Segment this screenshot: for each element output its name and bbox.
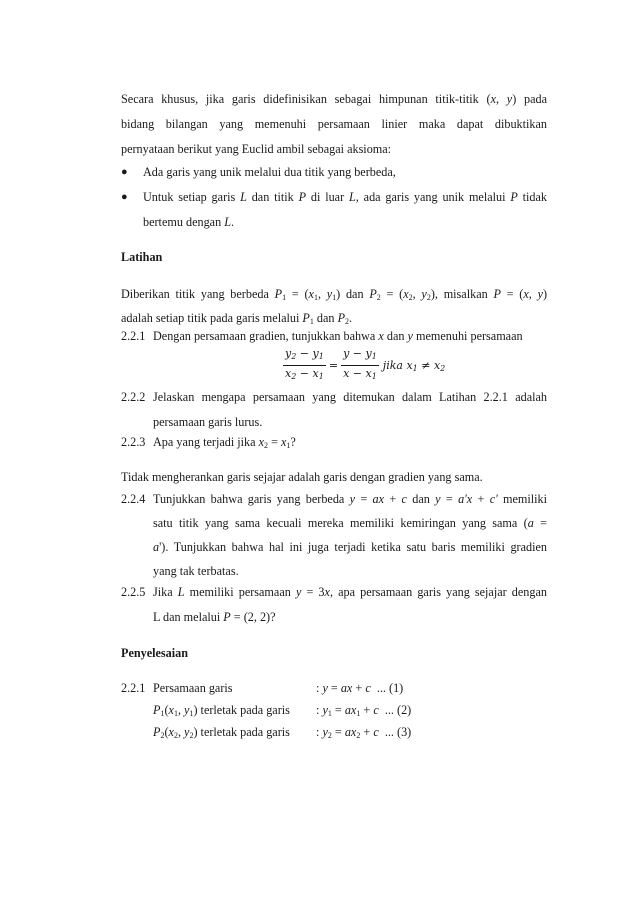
para1-line3: pernyataan berikut yang Euclid ambil sebagai aksioma: <box>121 142 392 156</box>
question-text-line1: Tunjukkan bahwa garis yang berbeda y = ax + c dan y = a'x + c' memiliki <box>153 492 548 506</box>
question-text-line2: persamaan garis lurus. <box>153 415 263 429</box>
solution-row2-equation: : $y_1 = ax_1 + c$ ... (2) <box>316 703 412 718</box>
latihan-intro-line1: Diberikan titik yang berbeda $P_1 = (x_1$, $y_1$) dan $P_2 = (x_2$, $y_2$), misalkan P = (x, y) <box>121 287 548 302</box>
fraction-left <box>283 346 326 385</box>
latihan-heading: Latihan <box>121 250 163 264</box>
question-number: 2.2.3 <box>121 435 146 449</box>
bullet-icon: ● <box>121 166 128 178</box>
fraction-left-denominator: $x_2 - x_1$ <box>285 367 324 381</box>
penyelesaian-heading: Penyelesaian <box>121 646 189 660</box>
question-text-line2: satu titik yang sama kecuali mereka memiliki kemiringan yang sama (a = <box>153 516 548 530</box>
gradient-equation <box>283 346 445 382</box>
fraction-right <box>341 346 379 385</box>
question-number: 2.2.2 <box>121 390 146 404</box>
latihan-intro-line2: adalah setiap titik pada garis melalui $P_1$ dan $P_2$. <box>121 311 353 326</box>
question-text-line4: yang tak terbatas. <box>153 564 239 578</box>
para1-line2: bidang bilangan yang memenuhi persamaan linier maka dapat dibuktikan <box>121 117 547 131</box>
bullet-text: Ada garis yang unik melalui dua titik yang berbeda, <box>143 165 396 179</box>
question-number: 2.2.1 <box>121 329 146 343</box>
question-number: 2.2.5 <box>121 585 146 599</box>
fraction-left-numerator: $y_2 - y_1$ <box>283 346 326 366</box>
equals-sign: = <box>328 359 339 372</box>
question-text-line1: Jika L memiliki persamaan y = 3x, apa persamaan garis yang sejajar dengan <box>153 585 547 599</box>
equation-condition: jika $x_1 \ne x_2$ <box>382 358 446 373</box>
question-text-line3: a'). Tunjukkan bahwa hal ini juga terjadi ketika satu baris memiliki gradien <box>153 540 547 554</box>
question-text-line1: Jelaskan mengapa persamaan yang ditemukan dalam Latihan 2.2.1 adalah <box>153 390 547 404</box>
question-text-line2: L dan melalui P = (2, 2)? <box>153 610 276 624</box>
para1-line1: Secara khusus, jika garis didefinisikan sebagai himpunan titik-titik (x, y) pada <box>121 92 548 106</box>
solution-row1-equation: : y = ax + c ... (1) <box>316 681 404 695</box>
solution-row1-label: Persamaan garis <box>153 681 233 695</box>
solution-row3-label: $P_2(x_2$, $y_2$) terletak pada garis <box>153 725 290 740</box>
bullet-text-line1: Untuk setiap garis L dan titik P di luar L, ada garis yang unik melalui P tidak <box>143 190 547 204</box>
solution-number: 2.2.1 <box>121 681 146 695</box>
question-text: Dengan persamaan gradien, tunjukkan bahwa x dan y memenuhi persamaan <box>153 329 523 343</box>
solution-row2-label: $P_1(x_1$, $y_1$) terletak pada garis <box>153 703 290 718</box>
question-number: 2.2.4 <box>121 492 146 506</box>
fraction-right-denominator: $x - x_1$ <box>343 367 377 381</box>
fraction-right-numerator: $y - y_1$ <box>341 346 379 366</box>
para2: Tidak mengherankan garis sejajar adalah garis dengan gradien yang sama. <box>121 470 483 484</box>
bullet-icon: ● <box>121 191 128 203</box>
solution-row3-equation: : $y_2 = ax_2 + c$ ... (3) <box>316 725 412 740</box>
bullet-text-line2: bertemu dengan L. <box>143 215 235 229</box>
question-text: Apa yang terjadi jika $x_2 = x_1$? <box>153 435 296 450</box>
